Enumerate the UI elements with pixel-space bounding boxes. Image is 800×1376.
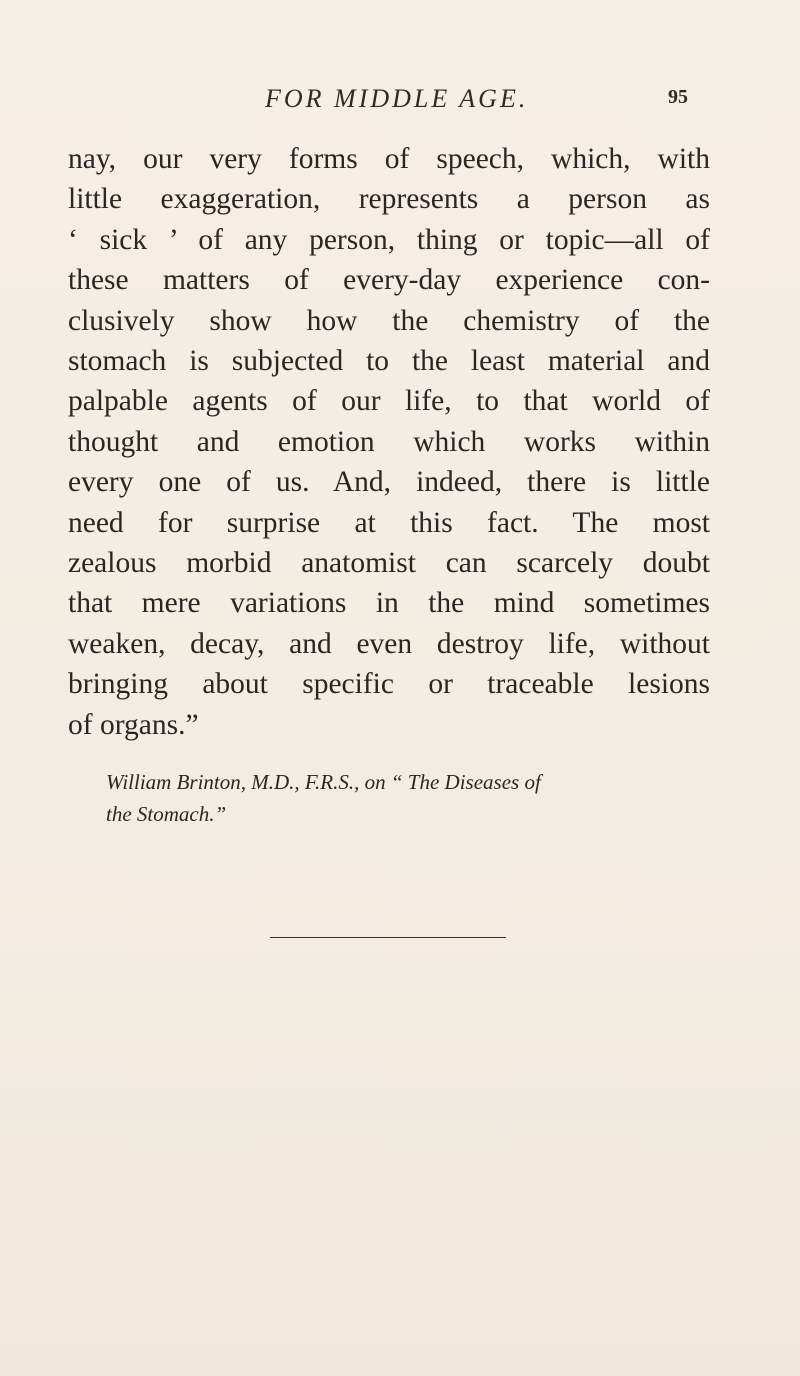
text-line: stomach is subjected to the least material and bbox=[68, 345, 710, 378]
text-line: thought and emotion which works within bbox=[68, 425, 710, 458]
attribution-line: the Stomach.” bbox=[106, 802, 227, 826]
running-head bbox=[0, 84, 800, 114]
page-number: 95 bbox=[668, 86, 688, 108]
text-line: zealous morbid anatomist can scarcely doubt bbox=[68, 547, 710, 580]
text-line: need for surprise at this fact. The most bbox=[68, 506, 710, 539]
text-line: clusively show how the chemistry of the bbox=[68, 304, 710, 337]
section-divider bbox=[270, 937, 506, 938]
text-line: nay, our very forms of speech, which, with bbox=[68, 143, 710, 175]
text-line: bringing about specific or traceable lesions bbox=[68, 668, 710, 701]
text-line: every one of us. And, indeed, there is little bbox=[68, 466, 710, 499]
text-line: of organs.” bbox=[68, 708, 199, 741]
text-line: that mere variations in the mind sometimes bbox=[68, 587, 710, 620]
text-line: palpable agents of our life, to that world of bbox=[68, 385, 710, 418]
attribution-line: William Brinton, M.D., F.R.S., on “ The Diseases of bbox=[106, 770, 541, 794]
attribution bbox=[106, 766, 726, 830]
text-line: ‘ sick ’ of any person, thing or topic—all of bbox=[68, 223, 710, 256]
quotation-paragraph bbox=[68, 139, 710, 745]
running-title: FOR MIDDLE AGE. bbox=[265, 84, 529, 113]
text-line: weaken, decay, and even destroy life, without bbox=[68, 627, 710, 660]
text-line: these matters of every-day experience con- bbox=[68, 264, 710, 297]
text-line: little exaggeration, represents a person as bbox=[68, 183, 710, 216]
